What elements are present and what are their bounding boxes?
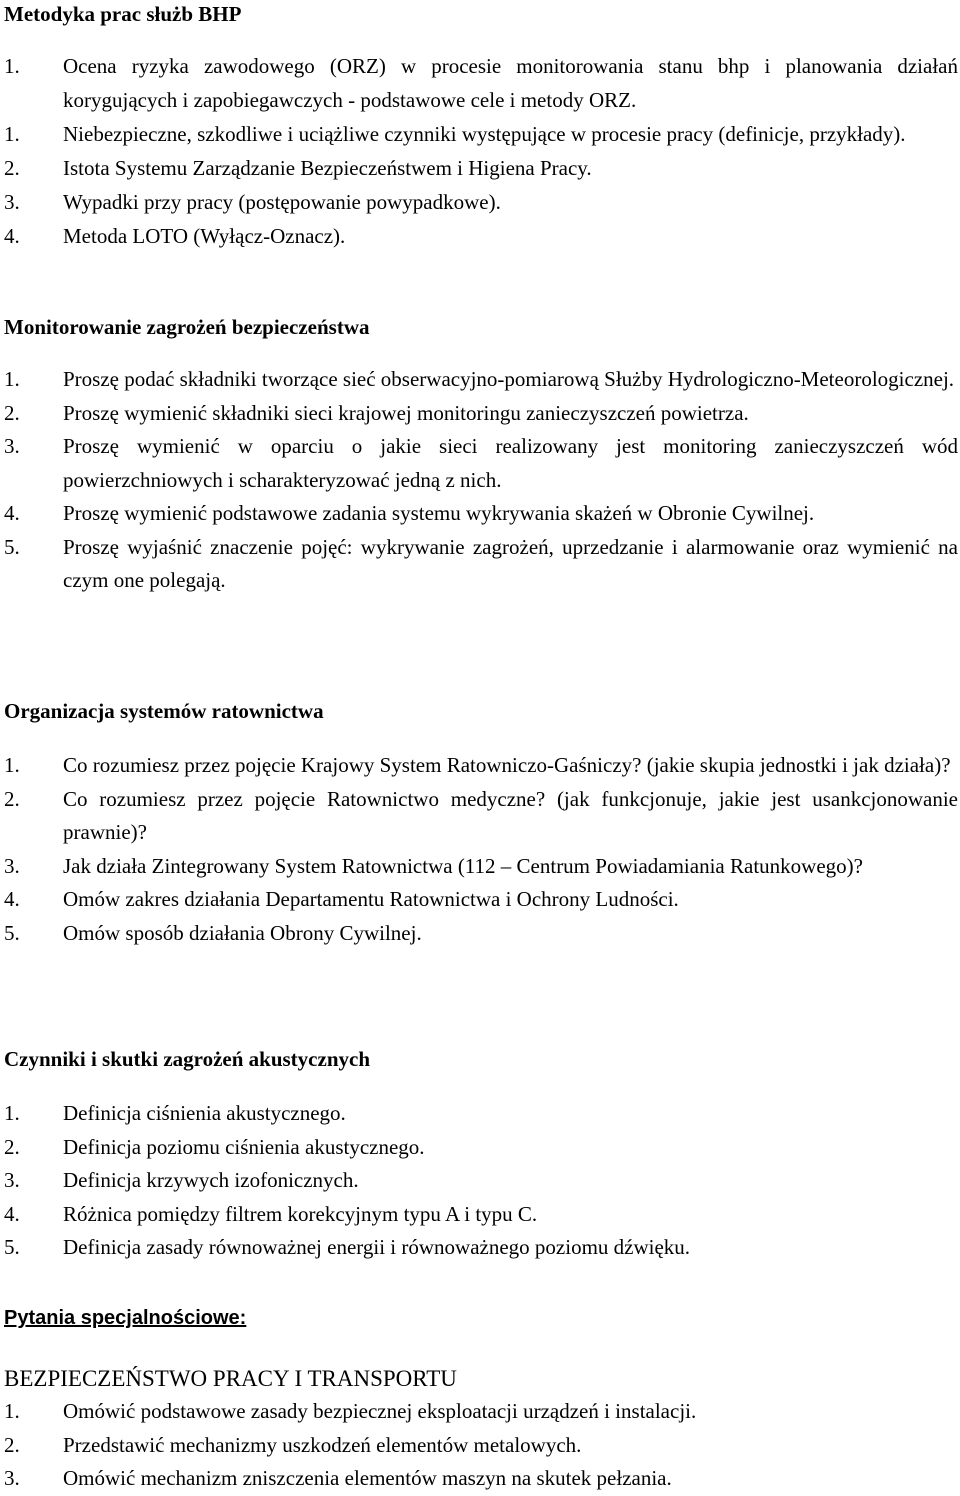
item-text: Wypadki przy pracy (postępowanie powypadkowe). bbox=[63, 190, 501, 214]
list-item bbox=[4, 850, 958, 884]
item-number: 4. bbox=[4, 887, 20, 911]
list-item bbox=[4, 397, 958, 431]
item-text: Omów zakres działania Departamentu Ratownictwa i Ochrony Ludności. bbox=[63, 887, 679, 911]
document-title: Metodyka prac służb BHP bbox=[4, 2, 242, 26]
list-item bbox=[4, 1462, 958, 1496]
list-item bbox=[4, 430, 958, 497]
item-text: Ocena ryzyka zawodowego (ORZ) w procesie monitorowania stanu bhp i planowania działań korygujących i zapobiegawczych - podstawowe cele i metody ORZ. bbox=[63, 54, 958, 112]
item-text: Omówić mechanizm zniszczenia elementów maszyn na skutek pełzania. bbox=[63, 1466, 672, 1490]
item-text: Proszę wymienić podstawowe zadania systemu wykrywania skażeń w Obronie Cywilnej. bbox=[63, 501, 815, 525]
list-item bbox=[4, 219, 958, 253]
rescue-list bbox=[4, 749, 958, 950]
item-text: Różnica pomiędzy filtrem korekcyjnym typu A i typu C. bbox=[63, 1201, 538, 1226]
list-item bbox=[4, 1429, 958, 1463]
list-item bbox=[4, 117, 958, 151]
item-number: 1. bbox=[4, 54, 20, 78]
item-text: Definicja zasady równoważnej energii i równoważnego poziomu dźwięku. bbox=[63, 1235, 691, 1259]
list-item bbox=[4, 883, 958, 917]
item-text: Definicja krzywych izofonicznych. bbox=[63, 1168, 359, 1192]
item-number: 1. bbox=[4, 1399, 20, 1423]
item-number: 5. bbox=[4, 534, 20, 559]
item-number: 2. bbox=[4, 1432, 20, 1457]
intro-list bbox=[4, 49, 958, 117]
item-number: 5. bbox=[4, 920, 20, 945]
item-text: Proszę wymienić składniki sieci krajowej monitoringu zanieczyszczeń powietrza. bbox=[63, 400, 749, 425]
list-item bbox=[4, 1231, 958, 1265]
item-number: 1. bbox=[4, 122, 20, 146]
item-text: Definicja ciśnienia akustycznego. bbox=[63, 1101, 346, 1125]
item-text: Co rozumiesz przez pojęcie Krajowy System Ratowniczo-Gaśniczy? (jakie skupia jednostki i jak działa)? bbox=[63, 753, 951, 777]
item-text: Proszę podać składniki tworzące sieć obserwacyjno-pomiarową Służby Hydrologiczno-Meteorologicznej. bbox=[63, 367, 955, 391]
item-number: 2. bbox=[4, 400, 20, 425]
item-text: Co rozumiesz przez pojęcie Ratownictwo medyczne? (jak funkcjonuje, jakie jest usankcjonowanie prawnie)? bbox=[63, 786, 958, 844]
list-item bbox=[4, 185, 958, 219]
item-text: Omów sposób działania Obrony Cywilnej. bbox=[63, 920, 422, 945]
list-item bbox=[4, 531, 958, 598]
acoustic-list bbox=[4, 1097, 958, 1265]
item-number: 4. bbox=[4, 224, 20, 248]
bhp-list bbox=[4, 117, 958, 253]
item-number: 3. bbox=[4, 853, 20, 878]
list-item bbox=[4, 783, 958, 850]
item-text: Istota Systemu Zarządzanie Bezpieczeństwem i Higiena Pracy. bbox=[63, 156, 592, 180]
item-number: 3. bbox=[4, 190, 20, 214]
section-heading-acoustic: Czynniki i skutki zagrożeń akustycznych bbox=[4, 1047, 370, 1071]
item-text: Proszę wyjaśnić znaczenie pojęć: wykrywanie zagrożeń, uprzedzanie i alarmowanie oraz wymienić na czym one polegają. bbox=[63, 534, 958, 592]
item-number: 3. bbox=[4, 1466, 20, 1490]
special-questions-heading: Pytania specjalnościowe: bbox=[4, 1307, 247, 1329]
item-text: Jak działa Zintegrowany System Ratownictwa (112 – Centrum Powiadamiania Ratunkowego)? bbox=[63, 853, 863, 878]
list-item bbox=[4, 363, 958, 397]
item-number: 2. bbox=[4, 786, 20, 811]
item-text: Omówić podstawowe zasady bezpiecznej eksploatacji urządzeń i instalacji. bbox=[63, 1399, 697, 1423]
item-text: Metoda LOTO (Wyłącz-Oznacz). bbox=[63, 224, 346, 248]
item-text: Niebezpieczne, szkodliwe i uciążliwe czynniki występujące w procesie pracy (definicje, przykłady). bbox=[63, 122, 906, 146]
item-number: 1. bbox=[4, 367, 20, 391]
item-number: 5. bbox=[4, 1235, 20, 1259]
item-number: 4. bbox=[4, 501, 20, 525]
list-item bbox=[4, 1131, 958, 1165]
item-number: 1. bbox=[4, 753, 20, 777]
item-number: 4. bbox=[4, 1201, 20, 1226]
item-number: 2. bbox=[4, 156, 20, 180]
list-item bbox=[4, 1198, 958, 1232]
monitoring-list bbox=[4, 363, 958, 598]
list-item bbox=[4, 1164, 958, 1198]
section-heading-transport: BEZPIECZEŃSTWO PRACY I TRANSPORTU bbox=[4, 1366, 457, 1391]
item-number: 3. bbox=[4, 1168, 20, 1192]
item-text: Przedstawić mechanizmy uszkodzeń elementów metalowych. bbox=[63, 1432, 582, 1457]
transport-list bbox=[4, 1395, 958, 1496]
list-item bbox=[4, 1395, 958, 1429]
item-number: 2. bbox=[4, 1134, 20, 1159]
list-item bbox=[4, 49, 958, 117]
list-item bbox=[4, 1097, 958, 1131]
item-number: 3. bbox=[4, 434, 20, 458]
list-item bbox=[4, 497, 958, 531]
section-heading-monitoring: Monitorowanie zagrożeń bezpieczeństwa bbox=[4, 315, 370, 339]
list-item bbox=[4, 917, 958, 951]
item-text: Definicja poziomu ciśnienia akustycznego. bbox=[63, 1134, 425, 1159]
section-heading-rescue: Organizacja systemów ratownictwa bbox=[4, 699, 324, 723]
list-item bbox=[4, 151, 958, 185]
item-number: 1. bbox=[4, 1101, 20, 1125]
item-text: Proszę wymienić w oparciu o jakie sieci realizowany jest monitoring zanieczyszczeń wód powierzchniowych i scharakteryzować jedną z nich. bbox=[63, 434, 958, 492]
list-item bbox=[4, 749, 958, 783]
